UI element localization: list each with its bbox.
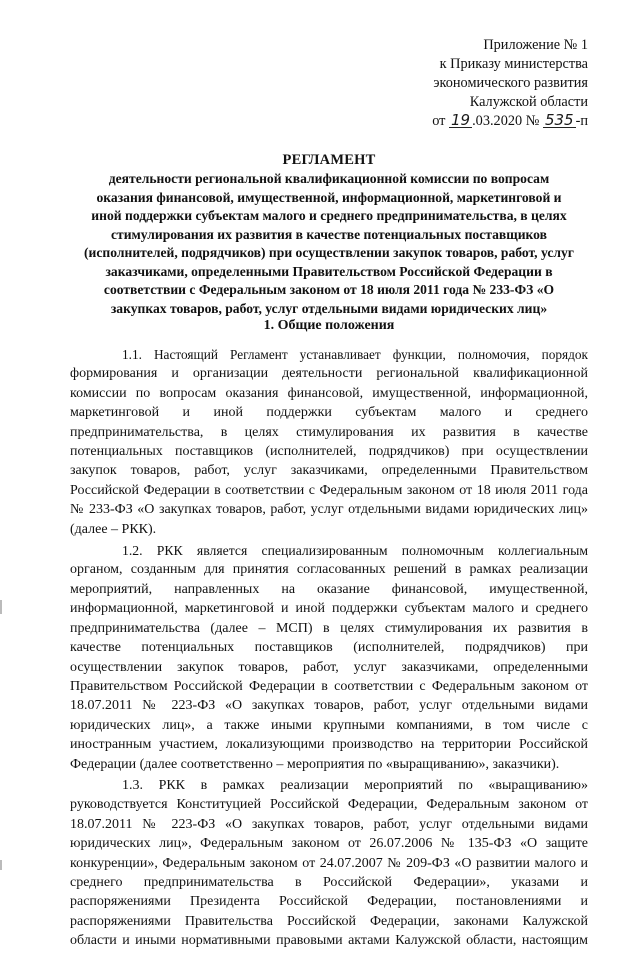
paragraph-line: Российской Федерации в соответствии с Федеральным законом от 18 июля 2011 года bbox=[70, 482, 588, 498]
paragraph bbox=[70, 541, 588, 774]
paragraph-line: предпринимательства, в целях стимулирования их развития в качестве bbox=[70, 424, 588, 440]
paragraph-line: 1.3. РКК в рамках реализации мероприятий по «выращиванию» bbox=[122, 777, 588, 793]
subtitle-line: стимулирования их развития в качестве потенциальных поставщиков bbox=[111, 226, 547, 242]
paragraph-line: конкуренции», Федеральным законом от 24.07.2007 № 209-ФЗ «О развитии малого и bbox=[70, 855, 588, 871]
paragraph-line: руководствуется Конституцией Российской Федерации, Федеральным законом от bbox=[70, 797, 588, 813]
scan-edge-mark bbox=[0, 600, 2, 614]
subtitle-line: заказчиками, определенными Правительством Российской Федерации в bbox=[105, 263, 553, 279]
subtitle-line: иной поддержки субъектам малого и среднего предпринимательства, в целях bbox=[91, 208, 567, 223]
paragraph-line: среднего предпринимательства в Российской Федерации», указами и bbox=[70, 874, 588, 890]
paragraph-line: (далее – РКК). bbox=[70, 521, 157, 537]
paragraph-line: органом, созданным для принятия согласованных решений в рамках реализации bbox=[70, 562, 588, 578]
paragraph-line: закупок товаров, работ, услуг заказчиками, определенными Правительством bbox=[70, 463, 588, 479]
paragraph-line: распоряжениями Президента Российской Федерации, постановлениями и bbox=[70, 894, 588, 910]
appendix-header bbox=[432, 36, 588, 131]
date-prefix: от bbox=[432, 113, 446, 129]
paragraph-line: иностранным участием, локализующими производство на территории Российской bbox=[70, 737, 588, 753]
paragraph-line: предпринимательства (далее – МСП) в целях стимулирования их развития в bbox=[70, 620, 588, 636]
appendix-line-2: к Приказу министерства bbox=[439, 56, 588, 72]
paragraph-line: области и иными нормативными правовыми актами Калужской области, настоящим bbox=[70, 933, 588, 949]
handwritten-day: 19 bbox=[451, 111, 471, 129]
subtitle-line: соответствии с Федеральным законом от 18 июля 2011 года № 233-ФЗ «О bbox=[103, 282, 555, 297]
document-title: РЕГЛАМЕНТ bbox=[282, 152, 376, 168]
paragraph-line: юридических лиц», а также иными крупными компаниями, в том числе с bbox=[70, 717, 588, 733]
paragraph-line: 1.2. РКК является специализированным полномочным коллегиальным bbox=[122, 543, 588, 559]
document-subtitle bbox=[70, 170, 588, 318]
order-suffix: -п bbox=[575, 113, 588, 129]
paragraph-line: № 233-ФЗ «О закупках товаров, работ, услуг отдельными видами юридических лиц» bbox=[70, 502, 588, 518]
paragraph-line: осуществлении закупок товаров, работ, услуг заказчиками, определенными bbox=[70, 659, 588, 675]
subtitle-line: закупках товаров, работ, услуг отдельными видами юридических лиц» bbox=[110, 300, 548, 316]
paragraph-line: Федерации (далее соответственно – мероприятия по «выращиванию», заказчики). bbox=[70, 756, 560, 772]
scan-edge-mark bbox=[0, 860, 2, 870]
document-body bbox=[70, 345, 588, 953]
paragraph-line: потенциальных поставщиков (исполнителей, подрядчиков) при осуществлении bbox=[70, 444, 588, 460]
paragraph-line: распоряжениями Правительства Российской Федерации, законами Калужской bbox=[70, 913, 588, 929]
appendix-line-1: Приложение № 1 bbox=[483, 37, 588, 53]
order-date-line bbox=[432, 112, 588, 131]
paragraph-line: маркетинговой и иной поддержки субъектам малого и среднего bbox=[70, 405, 588, 421]
subtitle-line: деятельности региональной квалификационной комиссии по вопросам bbox=[108, 171, 550, 186]
paragraph-line: юридических лиц», Федеральным законом от 26.07.2006 № 135-ФЗ «О защите bbox=[70, 836, 588, 852]
paragraph bbox=[70, 345, 588, 539]
section-heading: 1. Общие положения bbox=[263, 318, 395, 333]
paragraph-line: качестве потенциальных поставщиков (исполнителей, подрядчиков) при bbox=[70, 640, 588, 656]
paragraph-line: формирования и организации деятельности региональной квалификационной bbox=[70, 366, 588, 382]
paragraph-line: Правительством Российской Федерации в соответствии с Федеральным законом от bbox=[70, 678, 588, 694]
paragraph-line: 18.07.2011 № 223-ФЗ «О закупках товаров, работ, услуг отдельными видами bbox=[70, 698, 588, 714]
subtitle-line: (исполнителей, подрядчиков) при осуществлении закупок товаров, работ, услуг bbox=[84, 245, 574, 260]
appendix-line-3: экономического развития bbox=[433, 75, 588, 91]
appendix-line-4: Калужской области bbox=[469, 94, 588, 110]
paragraph bbox=[70, 776, 588, 951]
paragraph-line: комиссии по вопросам оказания финансовой, имущественной, информационной, bbox=[70, 385, 588, 401]
paragraph-line: 1.1. Настоящий Регламент устанавливает функции, полномочия, порядок bbox=[122, 347, 588, 362]
paragraph-line: информационной, маркетинговой и иной поддержки субъектам малого и среднего bbox=[70, 601, 588, 617]
subtitle-line: оказания финансовой, имущественной, информационной, маркетинговой и bbox=[96, 189, 562, 205]
paragraph-line: 18.07.2011 № 223-ФЗ «О закупках товаров, работ, услуг отдельными видами bbox=[70, 816, 588, 832]
handwritten-order-number: 535 bbox=[544, 111, 574, 129]
paragraph-line: мероприятий, направленных на оказание финансовой, имущественной, bbox=[70, 581, 588, 597]
date-rest: .03.2020 № bbox=[472, 113, 540, 129]
